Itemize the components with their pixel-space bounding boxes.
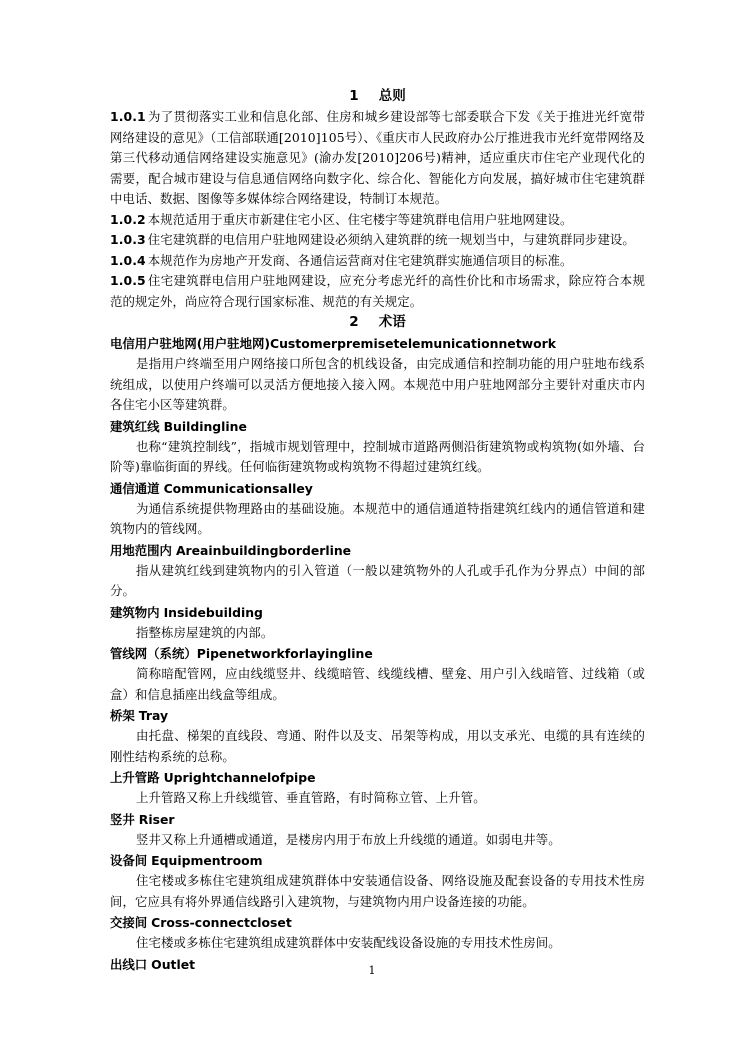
term-en: Communicationsalley: [163, 480, 313, 496]
clause-number: 1.0.2: [110, 211, 146, 227]
term-heading: [110, 767, 645, 788]
clause-number: 1.0.1: [110, 109, 146, 124]
term-cn: 交接间: [110, 915, 148, 930]
term-cn: 通信通道: [110, 480, 160, 496]
term-definition: 住宅楼或多栋住宅建筑组成建筑群体中安装配线设备设施的专用技术性房间。: [136, 935, 561, 950]
term-definition: 指整栋房屋建筑的内部。: [136, 624, 274, 640]
term-heading: [110, 540, 645, 561]
term-en: Cross-connectcloset: [151, 915, 292, 930]
term-heading: [110, 602, 645, 623]
term-heading: [110, 809, 645, 830]
term-heading: [110, 478, 645, 499]
term-cn: 管线网（系统）: [110, 646, 197, 661]
section-1-number: 1: [349, 88, 359, 104]
term-definition: 由托盘、梯架的直线段、弯通、附件以及支、吊架等构成，用以支承光、电缆的具有连续的刚性结构系统的总称。: [110, 728, 645, 764]
clause-number: 1.0.5: [110, 273, 146, 288]
term-definition: 指从建筑红线到建筑物内的引入管道（一般以建筑物外的人孔或手孔作为分界点）中间的部分。: [110, 562, 645, 598]
term-en: Buildingline: [163, 418, 247, 434]
term-cn: 建筑物内: [110, 604, 160, 620]
term-definition: 简称暗配管网，应由线缆竖井、线缆暗管、线缆线槽、壁龛、用户引入线暗管、过线箱（或盒）和信息插座出线盒等组成。: [110, 666, 645, 702]
term-definition: 竖井又称上升通槽或通道，是楼房内用于布放上升线缆的通道。如弱电井等。: [136, 831, 561, 847]
clause-number: 1.0.4: [110, 252, 146, 268]
clause-1-0-2: [110, 210, 645, 231]
section-1-title: 总则: [378, 88, 406, 104]
term-cn: 出线口: [110, 956, 148, 972]
term-heading: [110, 912, 645, 933]
term-cn: 建筑红线: [110, 418, 160, 434]
clause-text: 本规范作为房地产开发商、各通信运营商对住宅建筑群实施通信项目的标准。: [147, 252, 573, 268]
page-number: 1: [368, 964, 376, 977]
clause-number: 1.0.3: [110, 232, 146, 247]
term-en: Areainbuildingborderline: [175, 542, 352, 558]
term-definition: 上升管路又称上升线缆管、垂直管路，有时简称立管、上升管。: [136, 790, 486, 805]
term-en: Outlet: [151, 956, 196, 972]
term-cn: 电信用户驻地网(用户驻地网): [110, 336, 271, 351]
term-en: Tray: [138, 708, 169, 723]
clause-1-0-4: [110, 251, 645, 272]
section-2-number: 2: [349, 314, 359, 330]
term-heading: [110, 416, 645, 437]
term-cn: 用地范围内: [110, 542, 172, 558]
term-en: Pipenetworkforlayingline: [196, 646, 373, 661]
term-definition: 为通信系统提供物理路由的基础设施。本规范中的通信通道特指建筑红线内的通信管道和建筑物内的管线网。: [110, 500, 645, 536]
term-heading: [110, 705, 645, 726]
term-definition: 是指用户终端至用户网络接口所包含的机线设备，由完成通信和控制功能的用户驻地布线系统组成，以使用户终端可以灵活方便地接入接入网。本规范中用户驻地网部分主要针对重庆市内各住宅小区等建筑群。: [110, 356, 645, 412]
term-cn: 桥架: [110, 708, 135, 723]
term-heading: [110, 850, 645, 871]
term-en: Insidebuilding: [163, 604, 263, 620]
section-2-title: 术语: [378, 314, 406, 330]
term-cn: 上升管路: [110, 770, 160, 785]
clause-text: 住宅建筑群的电信用户驻地网建设必须纳入建筑群的统一规划当中，与建筑群同步建设。: [147, 232, 635, 247]
clause-1-0-3: [110, 230, 645, 251]
term-en: Riser: [138, 811, 175, 827]
term-en: Equipmentroom: [151, 853, 263, 868]
term-cn: 设备间: [110, 853, 148, 868]
term-definition: 住宅楼或多栋住宅建筑组成建筑群体中安装通信设备、网络设施及配套设备的专用技术性房间，它应具有将外界通信线路引入建筑物，与建筑物内用户设备连接的功能。: [110, 873, 645, 909]
term-heading: [110, 333, 645, 354]
term-en: Uprightchannelofpipe: [163, 770, 316, 785]
clause-1-0-5: [110, 271, 645, 312]
term-heading: [110, 643, 645, 664]
section-2-heading: [110, 312, 645, 333]
clause-1-0-1: [110, 107, 645, 210]
document-page: [110, 86, 645, 975]
clause-text: 住宅建筑群电信用户驻地网建设，应充分考虑光纤的高性价比和市场需求，除应符合本规范的规定外，尚应符合现行国家标准、规范的有关规定。: [110, 273, 645, 309]
section-1-heading: [110, 86, 645, 107]
term-en: Customerpremisetelemunicationnetwork: [270, 336, 556, 351]
term-cn: 竖井: [110, 811, 135, 827]
clause-text: 为了贯彻落实工业和信息化部、住房和城乡建设部等七部委联合下发《关于推进光纤宽带网络建设的意见》（工信部联通[2010]105号）、《重庆市人民政府办公厅推进我市光纤宽带网络及第三代移动通信网络建设实施意见》(渝办发[2010]206号)精神，适应重庆市住宅产业现代化的需要，配合城市建设与信息通信网络向数字化、综合化、智能化方向发展，搞好城市住宅建筑群中电话、数据、图像等多媒体综合网络建设，特制订本规范。: [110, 109, 645, 206]
clause-text: 本规范适用于重庆市新建住宅小区、住宅楼宇等建筑群电信用户驻地网建设。: [147, 211, 573, 227]
term-definition: 也称“建筑控制线”，指城市规划管理中，控制城市道路两侧沿街建筑物或构筑物(如外墙、台阶等)靠临街面的界线。任何临街建筑物或构筑物不得超过建筑红线。: [110, 438, 645, 474]
